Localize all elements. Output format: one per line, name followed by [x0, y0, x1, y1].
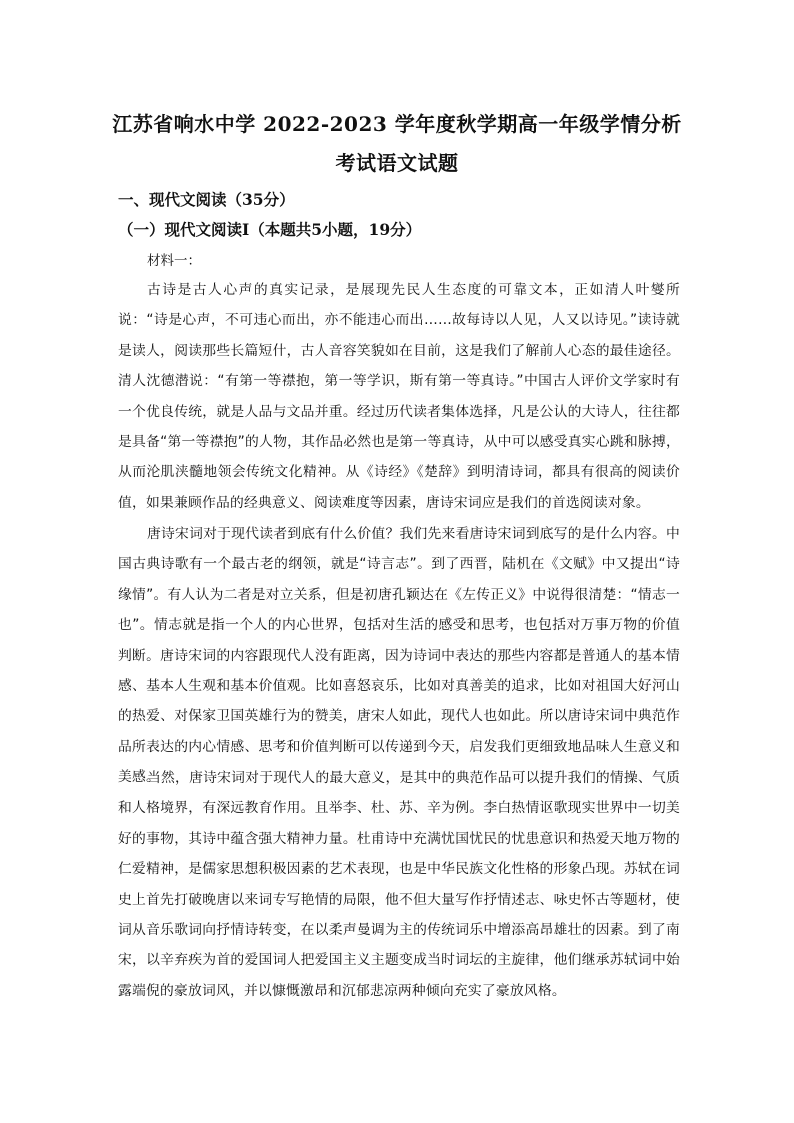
section-heading: 一、现代文阅读（35分） [118, 190, 295, 209]
subsection-heading: （一）现代文阅读Ⅰ（本题共5小题，19分） [118, 220, 422, 239]
exam-title-line1: 江苏省响水中学 2022-2023 学年度秋学期高一年级学情分析 [112, 112, 682, 136]
paragraph-3: 当然，唐诗宋词对于现代人的最大意义，是其中的典范作品可以提升我们的情操、气质和人格境界，有深远教育作用。且举李、杜、苏、辛为例。李白热情讴歌现实世界中一切美好的事物，其诗中蕴含强大精神力量。杜甫诗中充满忧国忧民的忧患意识和热爱天地万物的仁爱精神，是儒家思想积极因素的艺术表现，也是中华民族文化性格的形象凸现。苏轼在词史上首先打破晚唐以来词专写艳情的局限，他不但大量写作抒情述志、咏史怀古等题材，使词从音乐歌词向抒情诗转变，在以柔声曼调为主的传统词乐中增添高昂雄壮的因素。到了南宋，以辛弃疾为首的爱国词人把爱国主义主题变成当时词坛的主旋律，他们继承苏轼词中始露端倪的豪放词风，并以慷慨激昂和沉郁悲凉两种倾向充实了豪放风格。 [118, 770, 680, 999]
paragraph-2: 唐诗宋词对于现代读者到底有什么价值？我们先来看唐诗宋词到底写的是什么内容。中国古典诗歌有一个最古老的纲领，就是“诗言志”。到了西晋，陆机在《文赋》中又提出“诗缘情”。有人认为二者是对立关系，但是初唐孔颖达在《左传正义》中说得很清楚：“情志一也”。情志就是指一个人的内心世界，包括对生活的感受和思考，也包括对万事万物的价值判断。唐诗宋词的内容跟现代人没有距离，因为诗词中表达的那些内容都是普通人的基本情感、基本人生观和基本价值观。比如喜怒哀乐，比如对真善美的追求，比如对祖国大好河山的热爱、对保家卫国英雄行为的赞美，唐宋人如此，现代人也如此。所以唐诗宋词中典范作品所表达的内心情感、思考和价值判断可以传递到今天，启发我们更细致地品味人生意义和美感。 [118, 526, 680, 786]
material-label: 材料一： [147, 253, 201, 269]
exam-title-line2: 考试语文试题 [335, 151, 459, 175]
paragraph-1: 古诗是古人心声的真实记录，是展现先民人生态度的可靠文本，正如清人叶燮所说：“诗是心声，不可违心而出，亦不能违心而出……故每诗以人见，人又以诗见。”读诗就是读人，阅读那些长篇短什，古人音容笑貌如在目前，这是我们了解前人心态的最佳途径。清人沈德潜说：“有第一等襟抱，第一等学识，斯有第一等真诗。”中国古人评价文学家时有一个优良传统，就是人品与文品并重。经过历代读者集体选择，凡是公认的大诗人，往往都是具备“第一等襟抱”的人物，其作品必然也是第一等真诗，从中可以感受真实心跳和脉搏，从而沦肌浃髓地领会传统文化精神。从《诗经》《楚辞》到明清诗词，都具有很高的阅读价值，如果兼顾作品的经典意义、阅读难度等因素，唐诗宋词应是我们的首选阅读对象。 [118, 282, 680, 511]
